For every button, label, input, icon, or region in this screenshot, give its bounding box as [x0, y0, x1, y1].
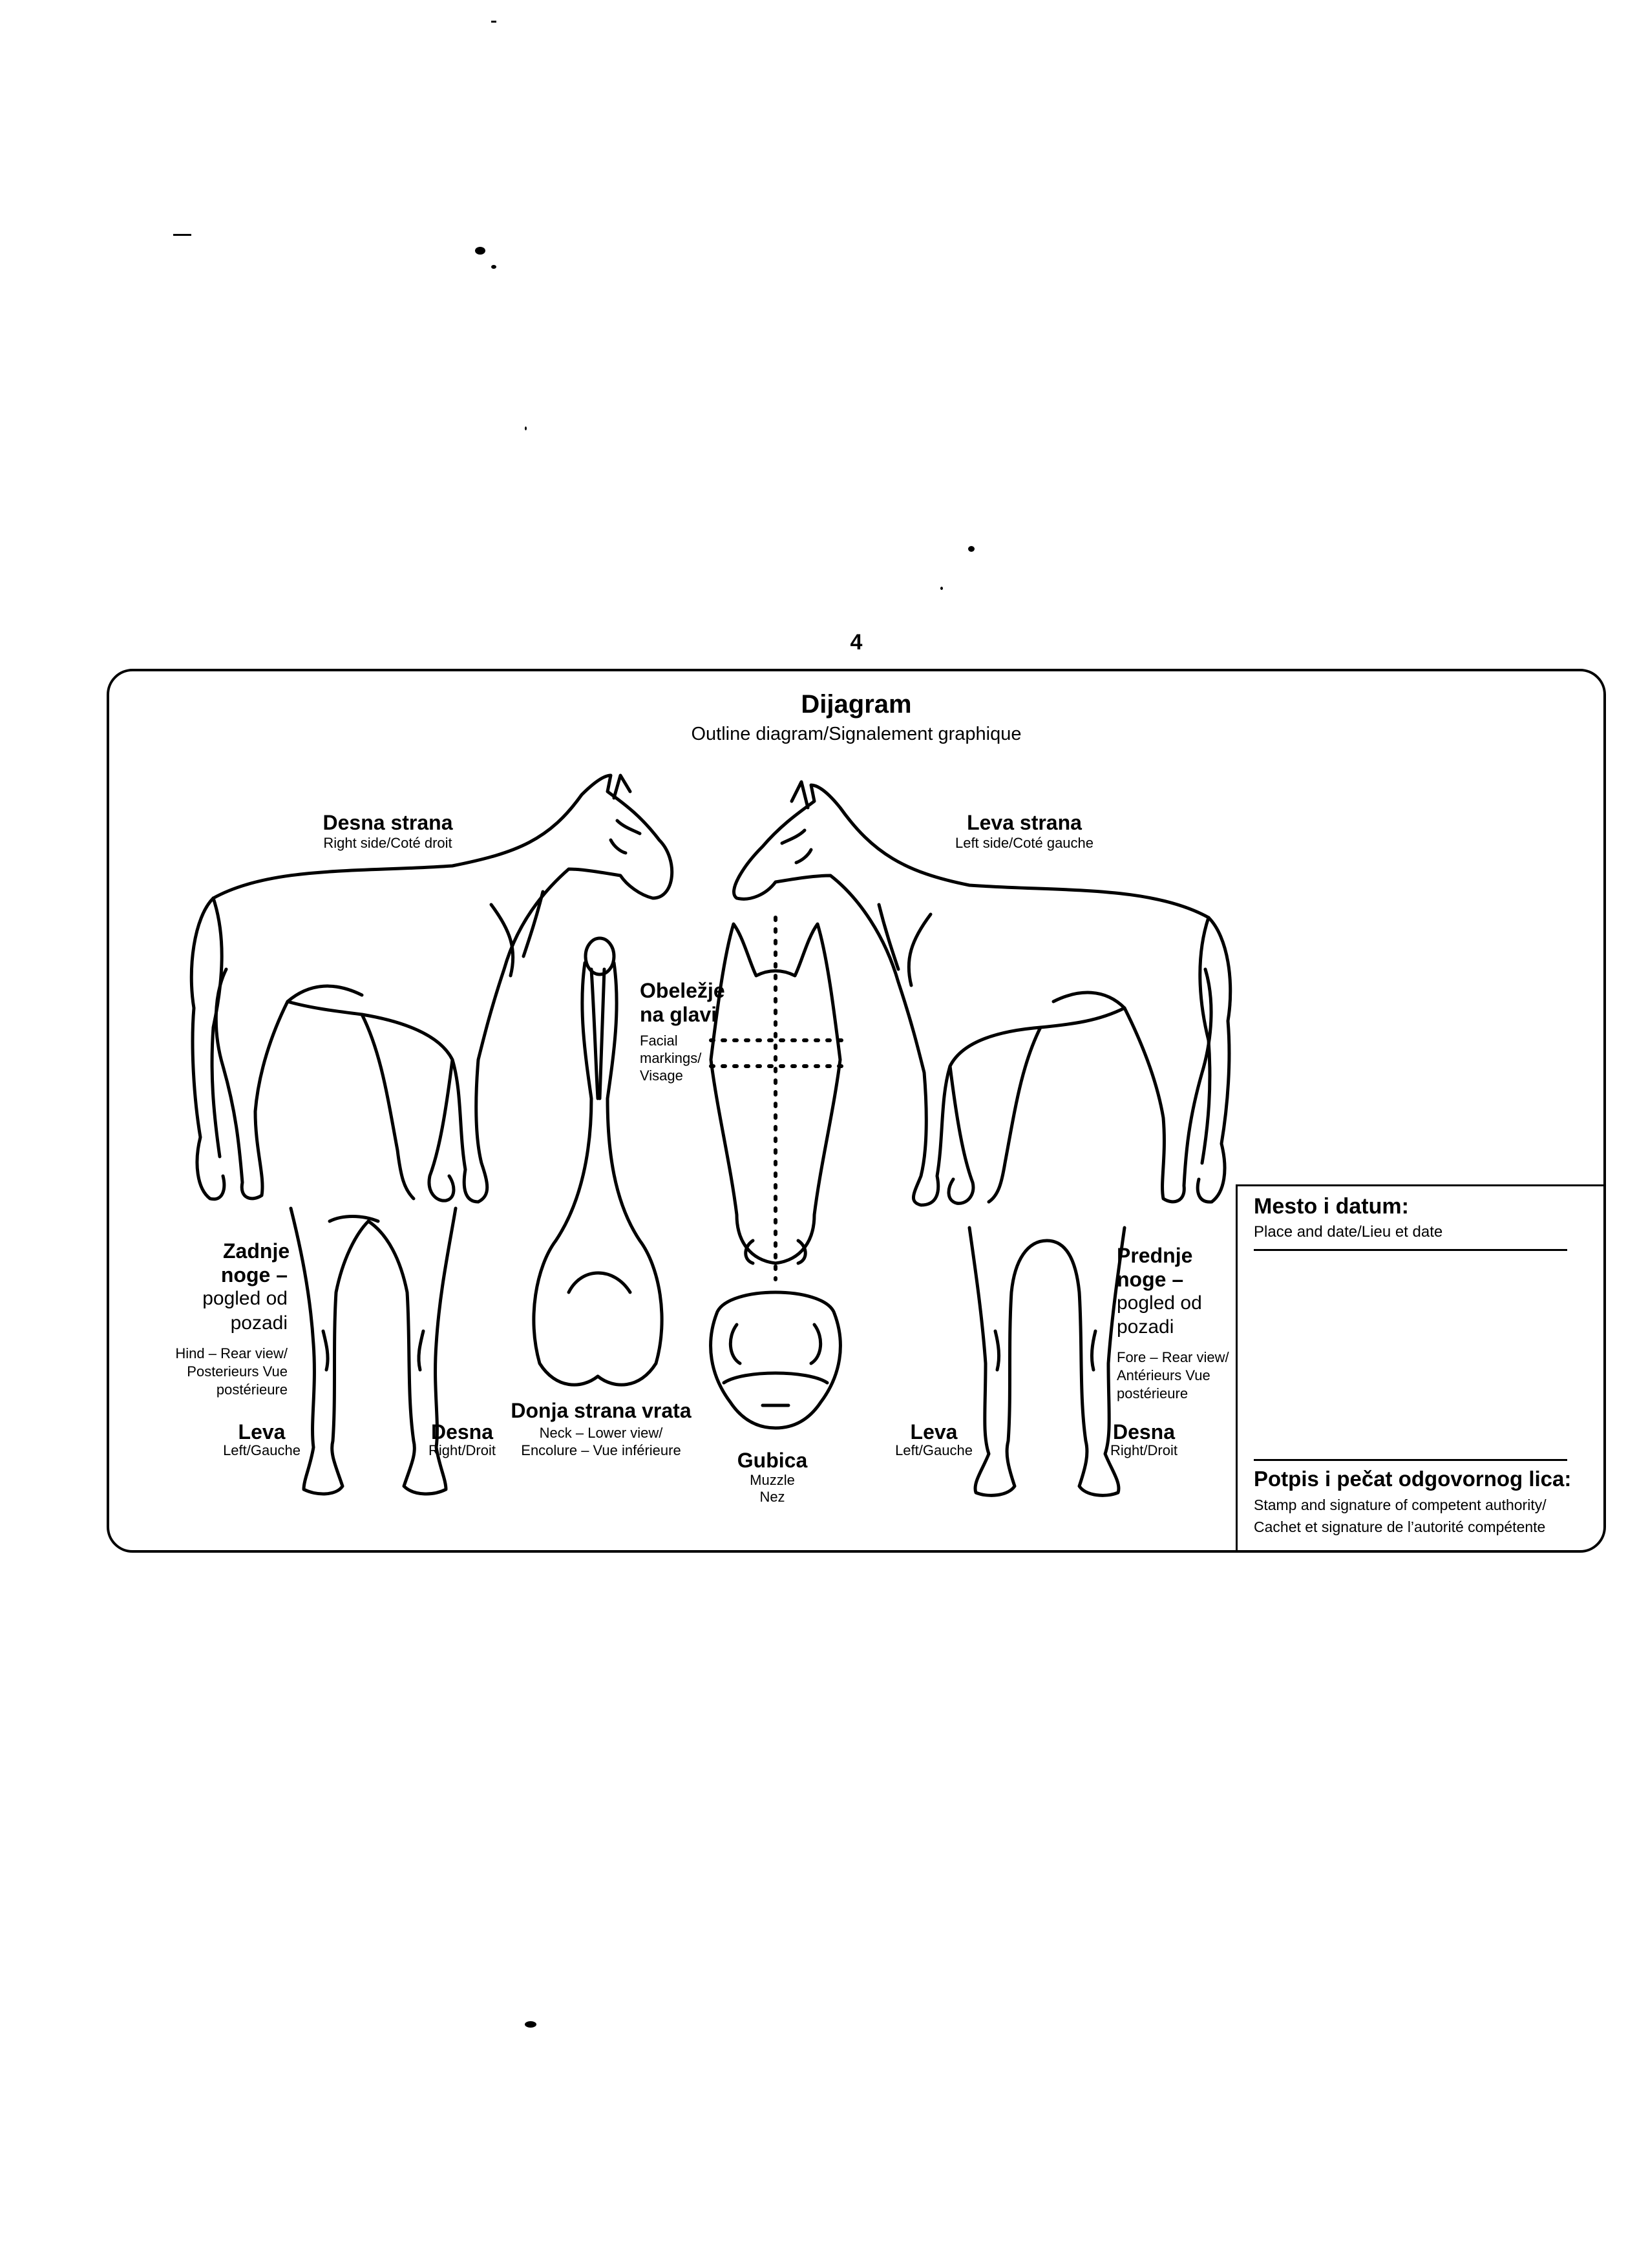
hind-legs-sub-3: postérieure	[216, 1381, 288, 1398]
fore-legs-sub-1: Fore – Rear view/	[1117, 1349, 1229, 1365]
muzzle-outline	[711, 1292, 841, 1428]
fore-legs-rear-outline	[969, 1228, 1125, 1495]
fore-right-label: Desna	[1112, 1420, 1176, 1444]
signature-label: Potpis i pečat odgovornog lica:	[1254, 1467, 1572, 1491]
hind-right-label: Desna	[430, 1420, 494, 1444]
hind-legs-label-2: noge –	[220, 1263, 288, 1286]
hind-legs-label-1: Zadnje	[223, 1239, 290, 1263]
fore-legs-label-1: Prednje	[1117, 1244, 1193, 1267]
place-date-label: Mesto i datum:	[1254, 1194, 1409, 1219]
muzzle-sub-1: Muzzle	[750, 1472, 795, 1488]
facial-markings-sub-2: markings/	[640, 1050, 702, 1066]
hind-right-sub: Right/Droit	[428, 1442, 496, 1458]
muzzle-label: Gubica	[737, 1449, 808, 1472]
fore-legs-label-2: noge –	[1117, 1268, 1184, 1291]
diagram-subtitle: Outline diagram/Signalement graphique	[691, 724, 1022, 744]
hind-legs-label-4: pozadi	[230, 1312, 288, 1334]
facial-markings-label-2: na glavi	[640, 1003, 717, 1026]
hind-legs-label-3: pogled od	[202, 1288, 288, 1309]
place-date-line	[1254, 1249, 1567, 1251]
left-side-label: Leva strana	[967, 811, 1082, 834]
hind-legs-sub-2: Posterieurs Vue	[187, 1363, 288, 1380]
neck-sub-1: Neck – Lower view/	[539, 1425, 663, 1441]
page-number: 4	[850, 630, 863, 655]
right-side-label: Desna strana	[322, 811, 453, 834]
fore-legs-sub-2: Antérieurs Vue	[1117, 1367, 1210, 1383]
fore-legs-sub-3: postérieure	[1117, 1385, 1188, 1402]
neck-sub-2: Encolure – Vue inférieure	[521, 1442, 681, 1458]
fore-left-label: Leva	[910, 1420, 958, 1444]
diagram-title: Dijagram	[801, 690, 912, 719]
signature-sub-2: Cachet et signature de l’autorité compétente	[1254, 1518, 1546, 1535]
fore-right-sub: Right/Droit	[1110, 1442, 1178, 1458]
hind-left-sub: Left/Gauche	[223, 1442, 301, 1458]
muzzle-sub-2: Nez	[759, 1489, 785, 1505]
signature-sub-1: Stamp and signature of competent authority/	[1254, 1496, 1547, 1513]
facial-markings-label-1: Obeležje	[640, 979, 725, 1002]
signature-line	[1254, 1459, 1567, 1461]
head-front-view-outline	[711, 918, 847, 1279]
right-side-sub: Right side/Coté droit	[323, 835, 452, 851]
facial-markings-sub-3: Visage	[640, 1067, 683, 1084]
fore-legs-label-3: pogled od	[1117, 1292, 1202, 1314]
neck-label: Donja strana vrata	[511, 1399, 692, 1422]
hind-legs-sub-1: Hind – Rear view/	[175, 1345, 288, 1361]
hind-left-label: Leva	[238, 1420, 286, 1444]
left-side-sub: Left side/Coté gauche	[955, 835, 1094, 851]
place-date-field[interactable]	[1254, 1256, 1567, 1450]
place-date-sub: Place and date/Lieu et date	[1254, 1223, 1443, 1241]
fore-left-sub: Left/Gauche	[895, 1442, 973, 1458]
fore-legs-label-4: pozadi	[1117, 1316, 1174, 1338]
facial-markings-sub-1: Facial	[640, 1033, 678, 1049]
